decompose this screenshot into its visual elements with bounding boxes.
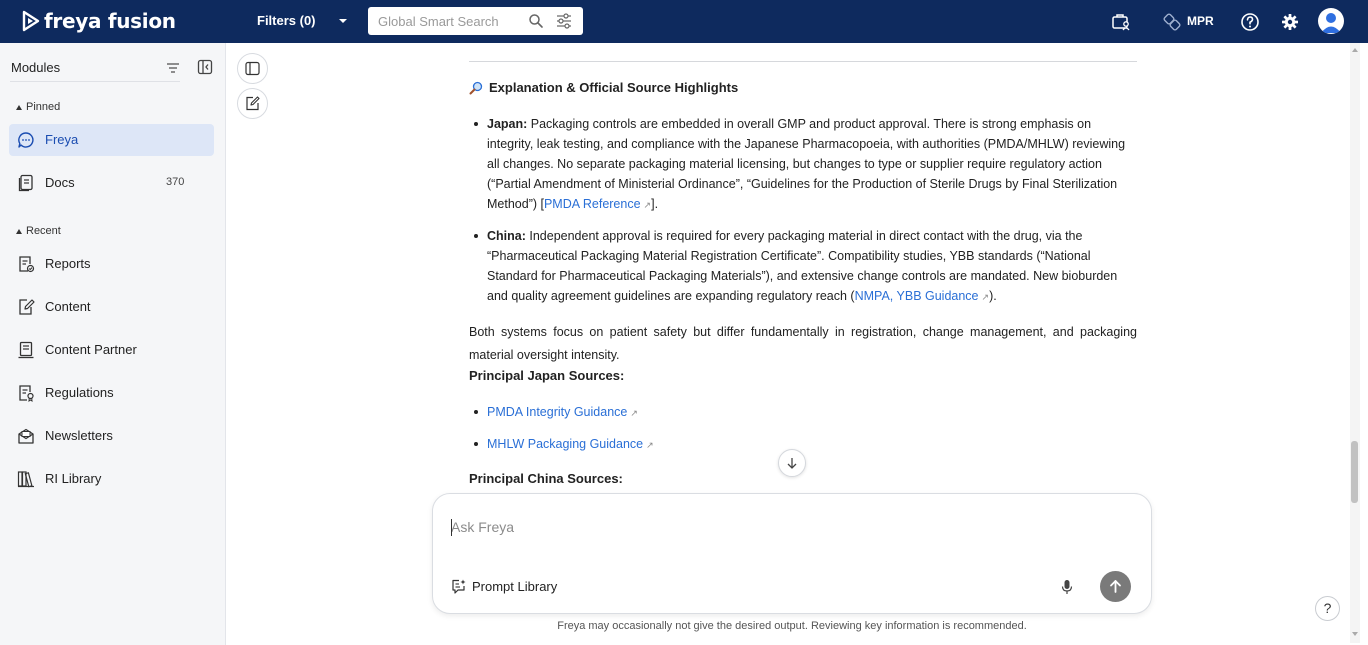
recent-section-label[interactable]: Recent [16, 225, 61, 237]
prompt-library-icon [451, 579, 466, 594]
regulation-icon [17, 384, 35, 402]
sidebar-item-ri-library[interactable] [9, 463, 214, 495]
search-icon[interactable] [528, 13, 544, 29]
global-search [368, 7, 583, 35]
gear-icon[interactable] [1280, 12, 1300, 32]
sidebar-item-label: RI Library [45, 471, 102, 486]
list-item [469, 402, 1137, 423]
comparison-list [469, 114, 1137, 318]
ask-input[interactable] [451, 517, 1051, 537]
china-sources-title: Principal China Sources: [469, 471, 623, 486]
filters-button[interactable] [257, 13, 316, 28]
edit-document-icon [17, 298, 35, 316]
external-link-icon: ↗ [981, 292, 990, 302]
search-input[interactable] [378, 12, 523, 30]
toggle-panel-button[interactable] [237, 53, 268, 84]
chat-bubble-icon [17, 131, 35, 149]
pinned-section-label[interactable]: Pinned [16, 101, 60, 113]
mhlw-packaging-guidance-link[interactable]: MHLW Packaging Guidance [487, 437, 644, 451]
list-item [469, 434, 1137, 455]
disclaimer-text: Freya may occasionally not give the desired output. Reviewing key information is recommended. [557, 620, 1027, 632]
sidebar-item-label: Newsletters [45, 428, 113, 443]
logo-mark-icon [22, 10, 40, 32]
link-org-icon[interactable] [1162, 12, 1182, 32]
response-heading: Explanation & Official Source Highlights [469, 78, 738, 98]
prompt-library-button[interactable]: Prompt Library [451, 579, 557, 594]
send-button[interactable] [1100, 571, 1131, 602]
filter-icon[interactable] [165, 60, 181, 76]
sidebar-item-label: Content Partner [45, 342, 137, 357]
sidebar [0, 43, 226, 645]
modules-divider [10, 81, 180, 82]
report-icon [17, 255, 35, 273]
sidebar-item-freya[interactable] [9, 124, 214, 156]
external-link-icon: ↗ [643, 200, 652, 210]
chat-response [469, 43, 1137, 490]
sidebar-item-newsletters[interactable] [9, 420, 214, 452]
caret-up-icon [16, 105, 22, 110]
panel-icon [245, 61, 260, 76]
japan-text: Packaging controls are embedded in overall GMP and product approval. There is strong emphasis on integrity, leak testing, and compliance with the Japanese Pharmacopoeia, with authorities (PMDA/MHLW) reviewing all changes. No separate packaging material licensing, but changes to type or supplier require regulatory action (“Partial Amendment of Ministerial Ordinance”, “Guidelines for the Production of Sterile Drugs by Final Sterilization Method”) [ [487, 117, 1126, 211]
documents-icon [17, 174, 35, 192]
scroll-up-arrow-icon[interactable] [1352, 48, 1358, 52]
collapse-sidebar-icon[interactable] [197, 59, 213, 75]
text-caret [451, 519, 452, 536]
ask-freya-box [432, 493, 1152, 614]
sidebar-item-regulations[interactable] [9, 377, 214, 409]
logo-text: freya fusion [44, 9, 176, 33]
page-scrollbar[interactable] [1350, 43, 1360, 643]
app-logo[interactable] [22, 9, 176, 33]
newsletter-icon [17, 427, 35, 445]
filters-label: Filters (0) [257, 13, 316, 28]
user-icon [1318, 8, 1344, 34]
magnifier-icon [469, 81, 483, 95]
sidebar-item-label: Regulations [45, 385, 114, 400]
japan-sources-title: Principal Japan Sources: [469, 368, 625, 383]
arrow-down-icon [786, 457, 798, 469]
pmda-reference-link[interactable]: PMDA Reference [543, 197, 641, 211]
scroll-down-arrow-icon[interactable] [1352, 632, 1358, 636]
sidebar-item-content[interactable] [9, 291, 214, 323]
microphone-icon[interactable] [1060, 579, 1074, 595]
sidebar-item-label: Docs [45, 175, 75, 190]
nmpa-ybb-guidance-link[interactable]: NMPA, YBB Guidance [854, 289, 979, 303]
docs-count: 370 [166, 176, 185, 188]
sidebar-item-label: Content [45, 299, 91, 314]
external-link-icon: ↗ [630, 408, 638, 418]
summary-paragraph: Both systems focus on patient safety but differ fundamentally in registration, change management, and packaging material oversight intensity. [469, 325, 1137, 362]
sidebar-item-reports[interactable] [9, 248, 214, 280]
partner-document-icon [17, 341, 35, 359]
external-link-icon: ↗ [646, 440, 654, 450]
new-chat-button[interactable] [237, 88, 268, 119]
sidebar-item-docs[interactable] [9, 167, 214, 199]
japan-label: Japan: [487, 117, 528, 131]
sidebar-item-label: Freya [45, 132, 79, 147]
chevron-down-icon[interactable] [338, 14, 348, 28]
org-label[interactable]: MPR [1187, 14, 1214, 28]
pmda-integrity-guidance-link[interactable]: PMDA Integrity Guidance [487, 405, 628, 419]
china-text: Independent approval is required for every packaging material in direct contact with the drug, via the “Pharmaceutical Packaging Material Registration Certificate”. Compatibility studies, YBB standards (“National Standard for Pharmaceutical Packaging Materials”), and extensive change controls are mandated. New bioburden and quality agreement guidelines are expanding regulatory reach ( [487, 229, 1118, 303]
content-divider [469, 61, 1137, 62]
help-icon[interactable] [1240, 12, 1260, 32]
scrollbar-thumb[interactable] [1351, 441, 1358, 503]
scroll-to-bottom-button[interactable] [778, 449, 806, 477]
modules-title: Modules [11, 60, 61, 75]
list-item: Japan: Packaging controls are embedded in overall GMP and product approval. There is strong emphasis on integrity, leak testing, and compliance with the Japanese Pharmacopoeia, with authorities (PMDA/MHLW) reviewing all changes. No separate packaging material licensing, but changes to type or supplier require regulatory action (“Partial Amendment of Ministerial Ordinance”, “Guidelines for the Production of Sterile Drugs by Final Sterilization Method”) [PMDA Reference ↗]. [469, 114, 1137, 215]
sliders-icon[interactable] [556, 13, 572, 29]
briefcase-user-icon[interactable] [1111, 12, 1131, 32]
help-float-button[interactable]: ? [1315, 596, 1340, 621]
caret-up-icon [16, 229, 22, 234]
sidebar-item-content-partner[interactable] [9, 334, 214, 366]
compose-icon [245, 96, 260, 111]
sidebar-item-label: Reports [45, 256, 91, 271]
list-item: China: Independent approval is required for every packaging material in direct contact with the drug, via the “Pharmaceutical Packaging Material Registration Certificate”. Compatibility studies, YBB standards (“National Standard for Pharmaceutical Packaging Materials”), and extensive change controls are mandated. New bioburden and quality agreement guidelines are expanding regulatory reach (NMPA, YBB Guidance ↗). [469, 226, 1137, 307]
arrow-up-icon [1108, 579, 1123, 594]
user-avatar[interactable] [1318, 8, 1344, 34]
top-bar [0, 0, 1368, 43]
china-label: China: [487, 229, 526, 243]
library-icon [17, 470, 35, 488]
